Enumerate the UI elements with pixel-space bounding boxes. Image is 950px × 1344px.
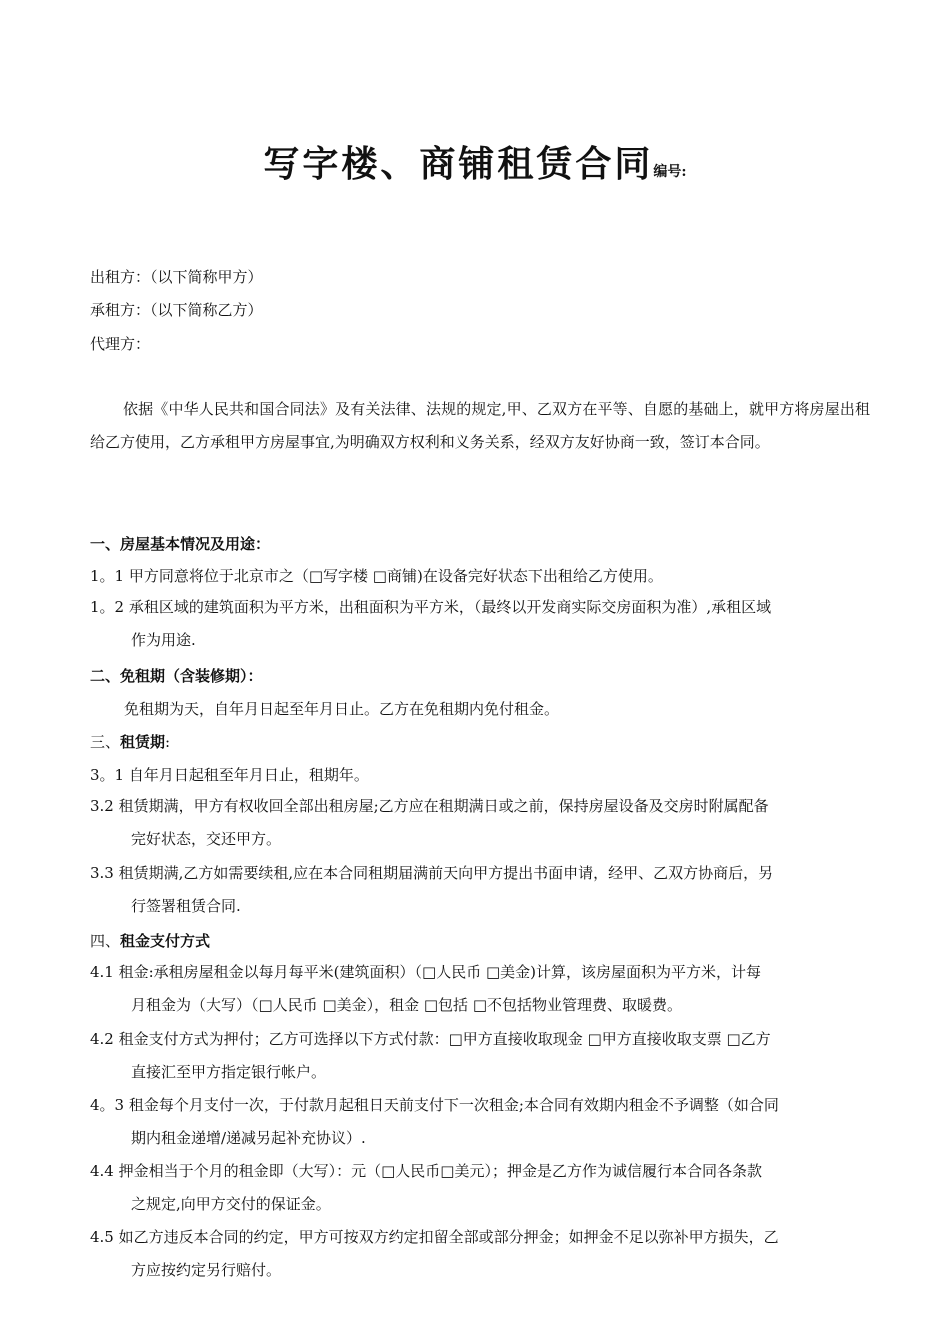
intro-paragraph: 依据《中华人民共和国合同法》及有关法律、法规的规定,甲、乙双方在平等、自愿的基础上，就甲方将房屋出租给乙方使用，乙方承租甲方房屋事宜,为明确双方权利和义务关系，经双方友好协商一致，签订本合同。 bbox=[90, 400, 870, 451]
clause-1-2 bbox=[90, 591, 860, 657]
section-4-heading bbox=[90, 930, 210, 951]
clause-4-2-line-1: 4.2 租金支付方式为押付；乙方可选择以下方式付款：□甲方直接收取现金 □甲方直接收取支票 □乙方 bbox=[90, 1030, 771, 1048]
rent-free-clause: 免租期为天，自年月日起至年月日止。乙方在免租期内免付租金。 bbox=[124, 700, 560, 718]
clause-4-3 bbox=[90, 1089, 860, 1155]
clause-3-2 bbox=[90, 790, 860, 856]
clause-4-4-line-2: 之规定,向甲方交付的保证金。 bbox=[131, 1195, 331, 1213]
lessee-line: 承租方：（以下简称乙方） bbox=[90, 301, 263, 319]
section-3-title: 租赁期 bbox=[120, 733, 166, 751]
clause-4-3-line-2: 期内租金递增/递减另起补充协议）. bbox=[131, 1129, 366, 1147]
clause-3-1: 3。1 自年月日起租至年月日止，租期年。 bbox=[90, 766, 369, 784]
clause-4-4-line-1: 4.4 押金相当于个月的租金即（大写）：元（□人民币□美元）；押金是乙方作为诚信履行本合同各条款 bbox=[90, 1162, 762, 1180]
section-1-heading: 一、房屋基本情况及用途： bbox=[90, 535, 271, 553]
section-3-heading bbox=[90, 731, 170, 752]
page-title: 写字楼、商铺租赁合同 bbox=[263, 143, 654, 185]
clause-4-5-line-1: 4.5 如乙方违反本合同的约定，甲方可按双方约定扣留全部或部分押金；如押金不足以弥补甲方损失，乙 bbox=[90, 1228, 779, 1246]
clause-3-3 bbox=[90, 857, 860, 923]
clause-4-1 bbox=[90, 956, 860, 1022]
clause-3-3-line-2: 行签署租赁合同. bbox=[131, 897, 241, 915]
clause-3-3-line-1: 3.3 租赁期满,乙方如需要续租,应在本合同租期届满前天向甲方提出书面申请，经甲、乙双方协商后，另 bbox=[90, 864, 774, 882]
clause-1-1: 1。1 甲方同意将位于北京市之（□写字楼 □商铺)在设备完好状态下出租给乙方使用。 bbox=[90, 567, 663, 585]
clause-4-1-line-2: 月租金为（大写）（□人民币 □美金），租金 □包括 □不包括物业管理费、取暖费。 bbox=[131, 996, 682, 1014]
clause-1-2-line-1: 1。2 承租区域的建筑面积为平方米，出租面积为平方米，（最终以开发商实际交房面积为准）,承租区域 bbox=[90, 598, 772, 616]
section-2-heading: 二、免租期（含装修期）： bbox=[90, 667, 263, 685]
clause-4-4 bbox=[90, 1155, 860, 1221]
clause-4-2-line-2: 直接汇至甲方指定银行帐户。 bbox=[131, 1063, 327, 1081]
title-row bbox=[0, 136, 950, 187]
agent-line: 代理方： bbox=[90, 335, 151, 353]
clause-3-2-line-1: 3.2 租赁期满，甲方有权收回全部出租房屋;乙方应在租期满日或之前，保持房屋设备及交房时附属配备 bbox=[90, 797, 769, 815]
clause-4-3-line-1: 4。3 租金每个月支付一次，于付款月起租日天前支付下一次租金;本合同有效期内租金不予调整（如合同 bbox=[90, 1096, 779, 1114]
section-4-prefix: 四、 bbox=[90, 932, 121, 950]
clause-4-2 bbox=[90, 1023, 860, 1089]
section-4-title: 租金支付方式 bbox=[120, 932, 211, 950]
clause-1-2-line-2: 作为用途. bbox=[131, 631, 196, 649]
clause-3-2-line-2: 完好状态，交还甲方。 bbox=[131, 830, 282, 848]
clause-4-5 bbox=[90, 1221, 860, 1287]
clause-4-5-line-2: 方应按约定另行赔付。 bbox=[131, 1261, 282, 1279]
clause-4-1-line-1: 4.1 租金:承租房屋租金以每月每平米(建筑面积）（□人民币 □美金)计算，该房屋面积为平方米，计每 bbox=[90, 963, 761, 981]
lessor-line: 出租方：（以下简称甲方） bbox=[90, 268, 263, 286]
contract-number-label: 编号: bbox=[653, 164, 687, 180]
section-3-suffix: : bbox=[165, 733, 171, 751]
section-3-prefix: 三、 bbox=[90, 733, 121, 751]
